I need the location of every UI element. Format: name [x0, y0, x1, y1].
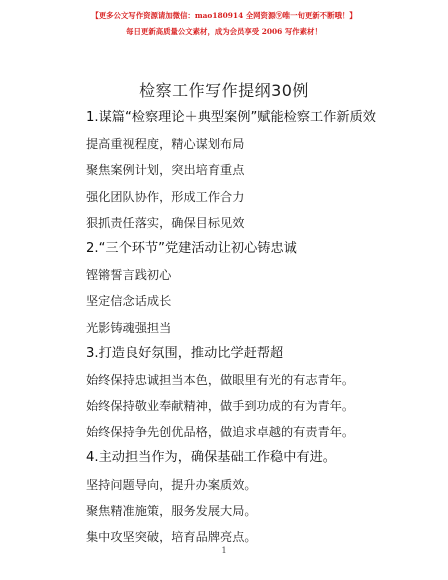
section-heading: 4.主动担当作为，确保基础工作稳中有进。: [86, 450, 336, 466]
section-heading: 3.打造良好氛围，推动比学赶帮超: [86, 345, 284, 361]
promo-banner-line-2: 每日更新高质量公文素材，成为会员享受 2006 写作素材！: [126, 27, 322, 36]
section-heading: 1.谋篇“检察理论＋典型案例”赋能检察工作新质效: [86, 110, 376, 125]
outline-item: 强化团队协作，形成工作合力: [86, 189, 245, 204]
section-heading: 2.“三个环节”党建活动让初心铸忠诚: [86, 240, 297, 256]
outline-item: 始终保持忠诚担当本色，做眼里有光的有志青年。: [86, 372, 355, 387]
document-body: [86, 108, 426, 553]
outline-item: 光影铸魂强担当: [86, 320, 172, 335]
outline-item: 铿锵誓言践初心: [86, 268, 172, 283]
outline-item: 始终保持争先创优品格，做追求卓越的有责青年。: [86, 425, 355, 440]
page-number: 1: [221, 546, 227, 555]
outline-item: 始终保持敬业奉献精神，做手到功成的有为青年。: [86, 399, 355, 414]
outline-item: 狠抓责任落实，确保目标见效: [86, 215, 245, 230]
outline-item: 坚定信念话成长: [86, 294, 172, 309]
promo-banner-line-1: 【更多公文写作资源请加微信：mao180914 全网资源⑨唯一旬更新不断哦！】: [91, 11, 357, 20]
document-title: 检察工作写作提纲30例: [139, 81, 309, 100]
outline-item: 聚焦精准施策，服务发展大局。: [86, 503, 257, 518]
outline-item: 提高重视程度，精心谋划布局: [86, 137, 245, 152]
outline-item: 坚持问题导向，提升办案质效。: [86, 477, 257, 492]
outline-item: 聚焦案例计划，突出培育重点: [86, 163, 245, 178]
outline-item: 集中攻坚突破，培育品牌亮点。: [86, 530, 257, 544]
